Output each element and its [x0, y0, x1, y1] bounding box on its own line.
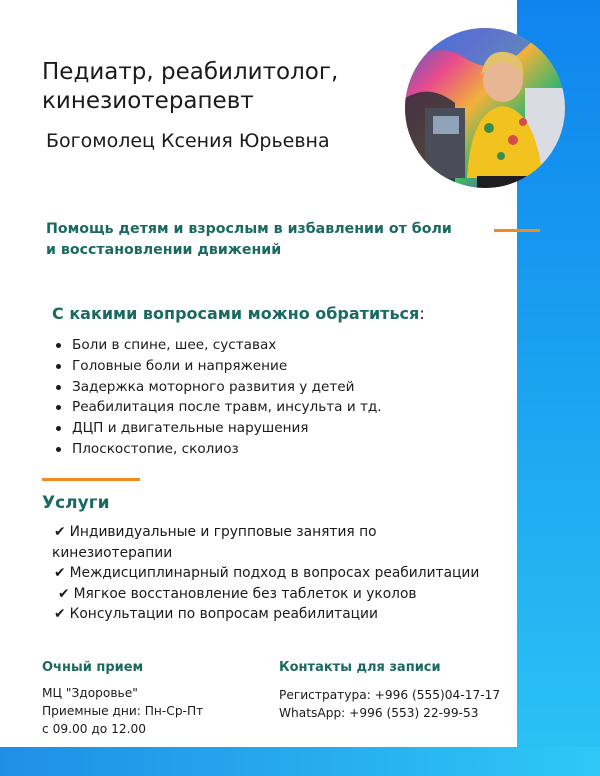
- questions-heading-colon: :: [419, 304, 425, 323]
- checkmark-icon: ✔: [54, 524, 66, 540]
- checkmark-icon: ✔: [54, 606, 66, 623]
- questions-heading: [52, 304, 425, 323]
- questions-list: [52, 335, 382, 460]
- title-line-2: кинезиотерапевт: [42, 88, 254, 114]
- appointment-heading: Очный прием: [42, 660, 144, 675]
- title-line-1: Педиатр, реабилитолог,: [42, 59, 339, 85]
- service-item: [42, 522, 502, 543]
- tagline: [46, 219, 476, 261]
- doctor-photo: [405, 28, 565, 188]
- appointment-details: [42, 684, 203, 738]
- contacts-heading: Контакты для записи: [279, 660, 441, 675]
- service-item-continuation: кинезиотерапии: [52, 544, 173, 561]
- reception-hours: с 09.00 до 12.00: [42, 722, 146, 736]
- contacts-details: [279, 686, 500, 722]
- doctor-name: Богомолец Ксения Юрьевна: [46, 130, 330, 152]
- page-title: [42, 58, 402, 116]
- services-list: [42, 522, 502, 625]
- list-item: Реабилитация после травм, инсульта и тд.: [52, 397, 382, 418]
- tagline-line-2: и восстановлении движений: [46, 242, 282, 258]
- checkmark-icon: ✔: [58, 585, 70, 602]
- accent-divider-middle: [42, 478, 140, 481]
- list-item: Плоскостопие, сколиоз: [52, 439, 382, 460]
- list-item: Боли в спине, шее, суставах: [52, 335, 382, 356]
- service-item-text: Мягкое восстановление без таблеток и уколов: [73, 585, 417, 602]
- service-item-text: Консультации по вопросам реабилитации: [69, 606, 378, 623]
- reception-days: Приемные дни: Пн-Ср-Пт: [42, 704, 204, 718]
- service-item: [42, 604, 502, 625]
- services-heading: Услуги: [42, 493, 110, 513]
- service-item-text: Индивидуальные и групповые занятия по: [69, 524, 377, 540]
- whatsapp-phone: WhatsApp: +996 (553) 22-99-53: [279, 706, 479, 720]
- list-item: ДЦП и двигательные нарушения: [52, 418, 382, 439]
- clinic-name: МЦ "Здоровье": [42, 686, 138, 700]
- list-item: Головные боли и напряжение: [52, 356, 382, 377]
- bottom-gradient-band: [0, 747, 600, 776]
- checkmark-icon: ✔: [54, 565, 66, 582]
- accent-divider-top: [494, 229, 540, 232]
- tagline-line-1: Помощь детям и взрослым в избавлении от боли: [46, 221, 452, 237]
- service-item-text: Междисциплинарный подход в вопросах реабилитации: [69, 565, 480, 582]
- list-item: Задержка моторного развития у детей: [52, 377, 382, 398]
- service-item: [42, 563, 502, 584]
- questions-heading-text: С какими вопросами можно обратиться: [52, 304, 420, 323]
- registry-phone: Регистратура: +996 (555)04-17-17: [279, 688, 501, 702]
- service-item: [42, 584, 502, 605]
- portrait-illustration: [405, 28, 565, 188]
